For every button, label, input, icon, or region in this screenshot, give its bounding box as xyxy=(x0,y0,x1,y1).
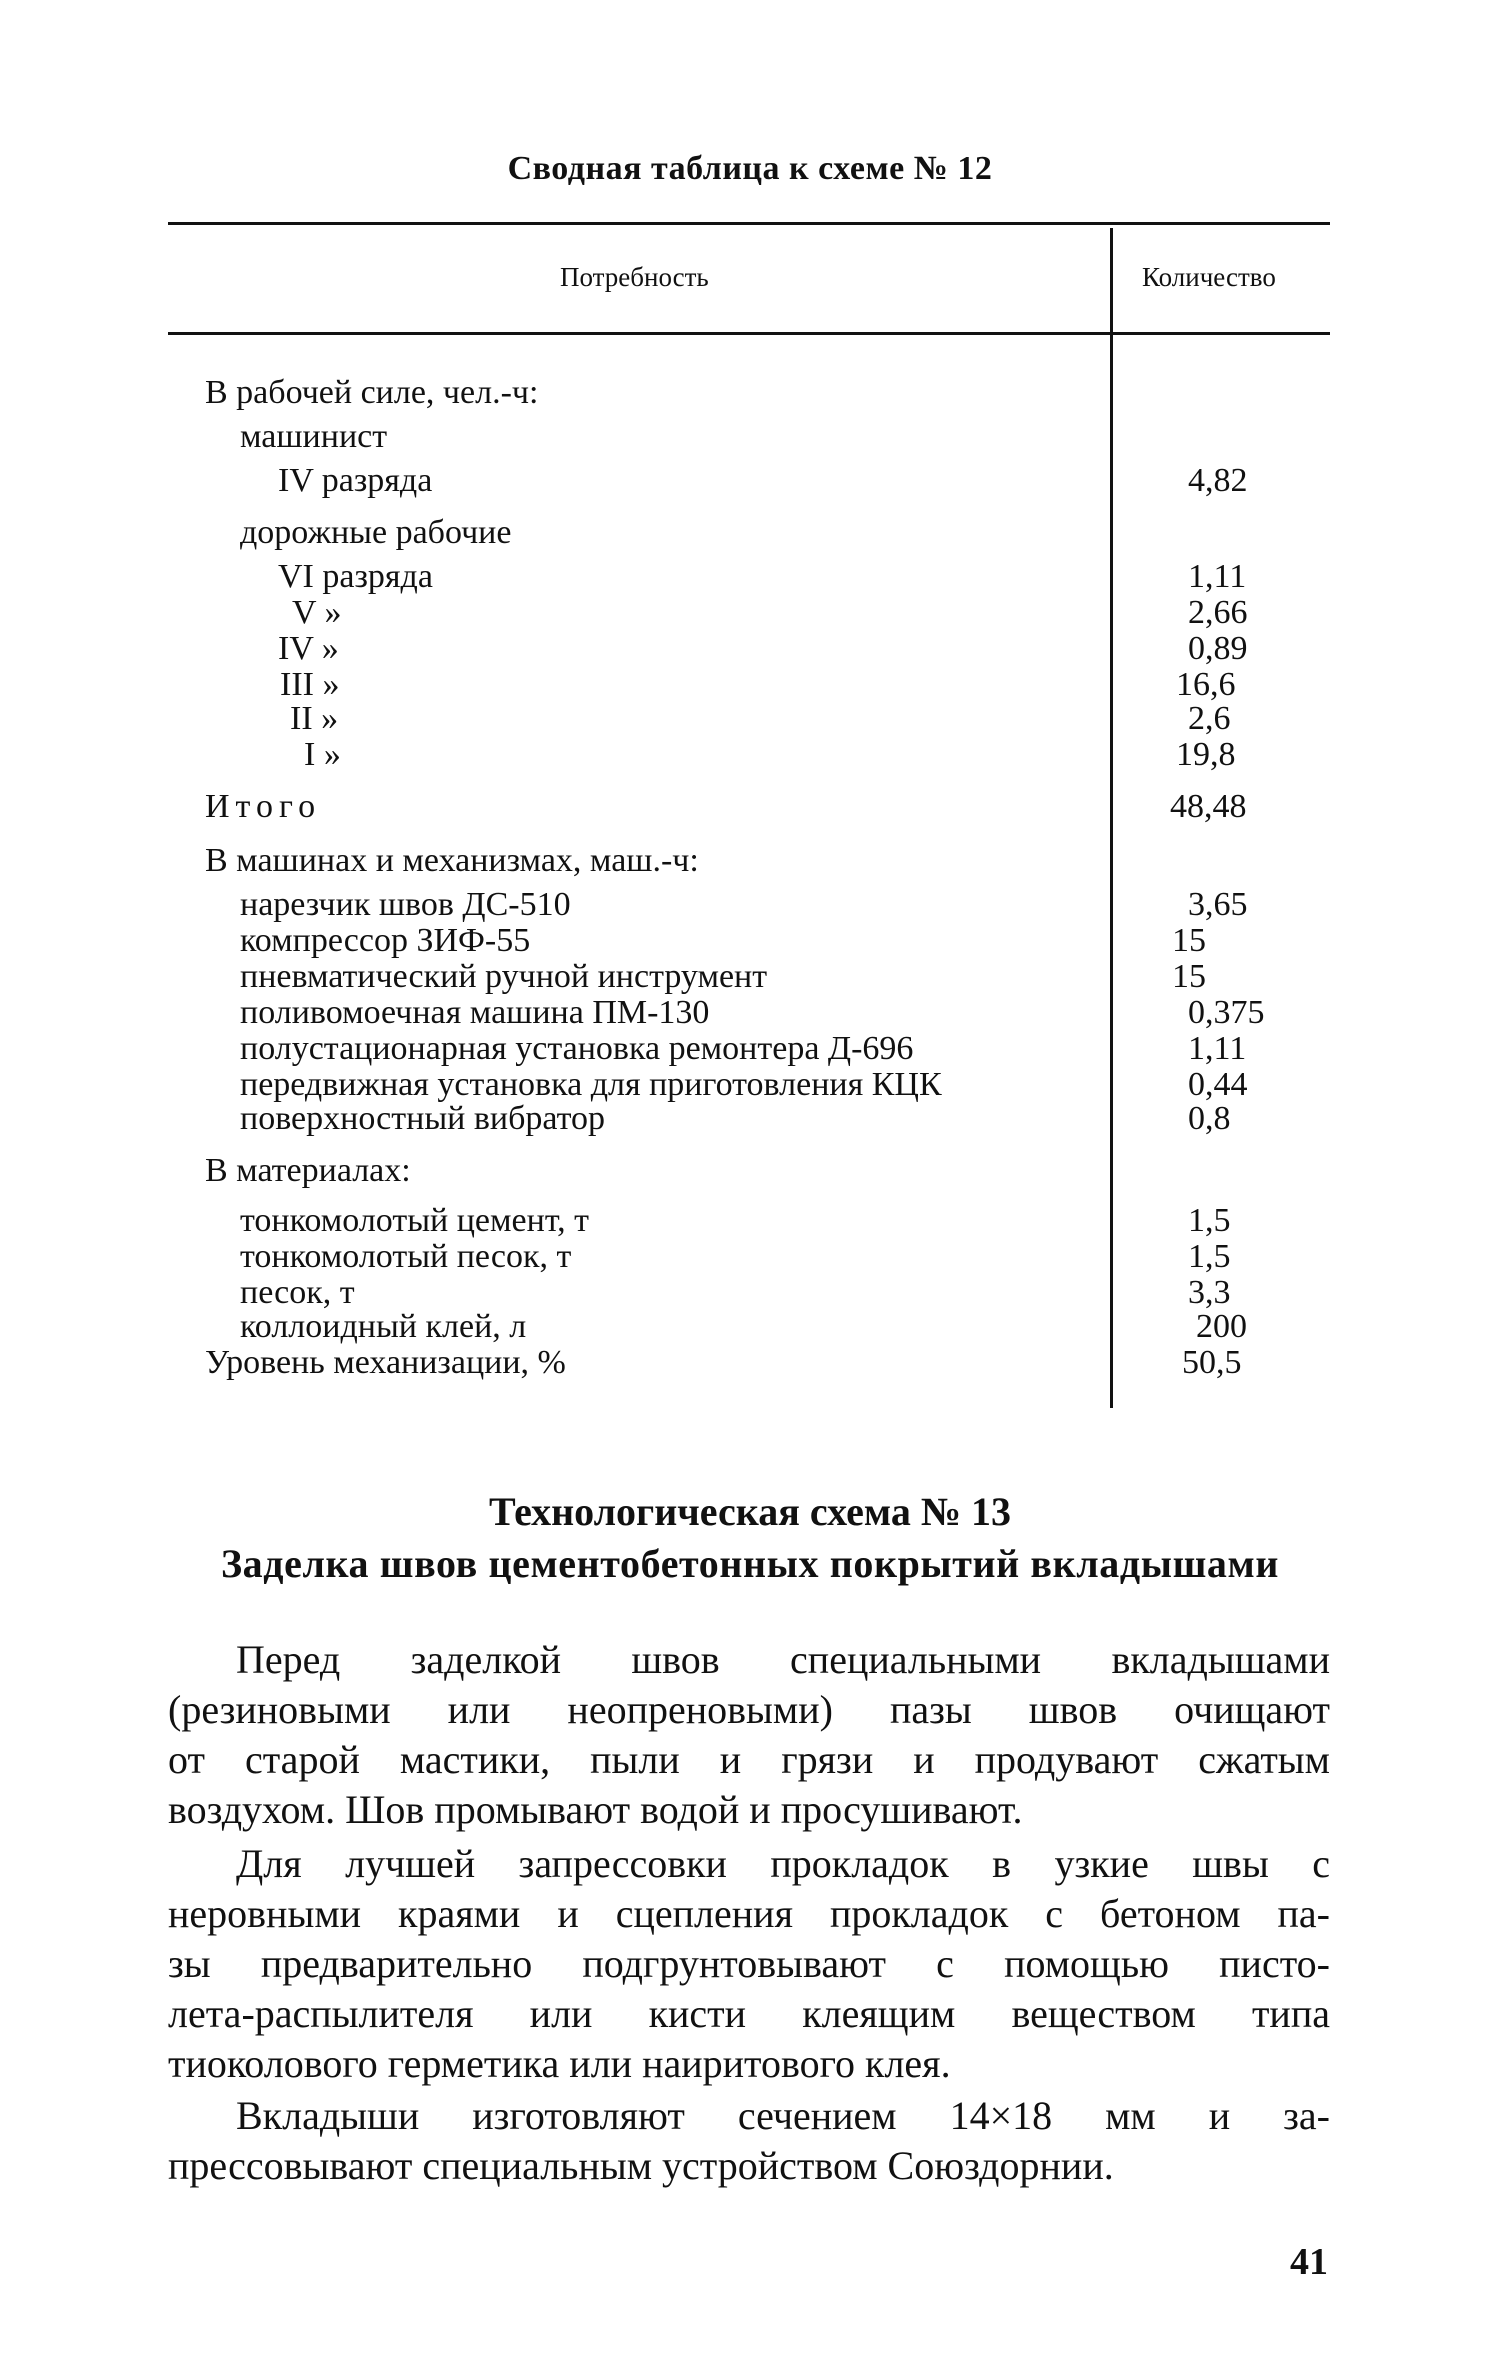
table-row-value: 50,5 xyxy=(1182,1344,1242,1381)
paragraph-line: воздухом. Шов промывают водой и просушивают. xyxy=(168,1787,1023,1832)
table-row-value: 0,44 xyxy=(1188,1066,1248,1103)
table-row-value: 0,8 xyxy=(1188,1100,1231,1137)
paragraph-line: Для лучшей запрессовки прокладок в узкие швы с xyxy=(236,1841,1330,1886)
table-row-label: В материалах: xyxy=(205,1152,411,1189)
table-row-value: 19,8 xyxy=(1176,736,1236,773)
table-row-label: нарезчик швов ДС-510 xyxy=(240,886,571,923)
table-row-value: 2,6 xyxy=(1188,700,1231,737)
table-row-label: передвижная установка для приготовления КЦК xyxy=(240,1066,942,1103)
table-row-label: В машинах и механизмах, маш.-ч: xyxy=(205,842,699,879)
table-row-label: тонкомолотый песок, т xyxy=(240,1238,572,1275)
table-row-value: 15 xyxy=(1172,922,1206,959)
paragraph-line: лета-распылителя или кисти клеящим веществом типа xyxy=(168,1991,1330,2036)
paragraph-line: зы предварительно подгрунтовывают с помощью писто- xyxy=(168,1941,1330,1986)
table-row-value: 4,82 xyxy=(1188,462,1248,499)
table-row-label: II » xyxy=(290,700,339,737)
table-row-label: полустационарная установка ремонтера Д-696 xyxy=(240,1030,914,1067)
table-row-label: I » xyxy=(304,736,341,773)
section-heading-number: Технологическая схема № 13 xyxy=(488,1489,1012,1534)
table-column-divider xyxy=(1110,228,1113,1408)
table-row-value: 1,5 xyxy=(1188,1202,1231,1239)
table-row-value: 1,5 xyxy=(1188,1238,1231,1275)
table-row-value: 0,375 xyxy=(1188,994,1265,1031)
table-row-value: 15 xyxy=(1172,958,1206,995)
table-row-value: 200 xyxy=(1196,1308,1247,1345)
table-top-rule xyxy=(168,222,1330,225)
table-row-label: поверхностный вибратор xyxy=(240,1100,606,1137)
table-row-label: поливомоечная машина ПМ-130 xyxy=(240,994,710,1031)
table-row-value: 2,66 xyxy=(1188,594,1248,631)
table-row-value: 1,11 xyxy=(1188,558,1247,595)
table-row-label: пневматический ручной инструмент xyxy=(240,958,768,995)
table-row-value: 48,48 xyxy=(1170,788,1247,825)
table-row-label: В рабочей силе, чел.-ч: xyxy=(205,374,539,411)
section-heading-title: Заделка швов цементобетонных покрытий вкладышами xyxy=(220,1541,1280,1586)
paragraph-line: от старой мастики, пыли и грязи и продувают сжатым xyxy=(168,1737,1330,1782)
table-title: Сводная таблица к схеме № 12 xyxy=(507,150,993,187)
table-row-value: 0,89 xyxy=(1188,630,1248,667)
table-row-value: 3,65 xyxy=(1188,886,1248,923)
table-row-label: тонкомолотый цемент, т xyxy=(240,1202,589,1239)
table-row-label: V » xyxy=(292,594,342,631)
paragraph-line: тиоколового герметика или наиритового клея. xyxy=(168,2041,951,2086)
paragraph-line: неровными краями и сцепления прокладок с бетоном па- xyxy=(168,1891,1330,1936)
table-row-label: компрессор ЗИФ-55 xyxy=(240,922,531,959)
table-row-value: 16,6 xyxy=(1176,666,1236,703)
paragraph-line: прессовывают специальным устройством Союздорнии. xyxy=(168,2143,1114,2188)
table-row-label: Уровень механизации, % xyxy=(205,1344,566,1381)
table-row-label: машинист xyxy=(240,418,388,455)
table-row-label: Итого xyxy=(205,788,322,825)
table-row-label: коллоидный клей, л xyxy=(240,1308,527,1345)
table-row-label: IV разряда xyxy=(278,462,433,499)
table-row-label: песок, т xyxy=(240,1274,355,1311)
table-row-label: VI разряда xyxy=(278,558,433,595)
page-number: 41 xyxy=(1290,2241,1328,2283)
table-row-label: IV » xyxy=(278,630,339,667)
paragraph-line: Перед заделкой швов специальными вкладышами xyxy=(236,1637,1330,1682)
table-header-rule xyxy=(168,332,1330,335)
table-row-value: 3,3 xyxy=(1188,1274,1231,1311)
table-row-label: дорожные рабочие xyxy=(240,514,512,551)
table-row-value: 1,11 xyxy=(1188,1030,1247,1067)
table-row-label: III » xyxy=(280,666,340,703)
paragraph-line: Вкладыши изготовляют сечением 14×18 мм и за- xyxy=(236,2093,1330,2138)
header-quantity: Количество xyxy=(1142,262,1276,292)
paragraph-line: (резиновыми или неопреновыми) пазы швов очищают xyxy=(168,1687,1330,1732)
header-need: Потребность xyxy=(560,262,709,292)
